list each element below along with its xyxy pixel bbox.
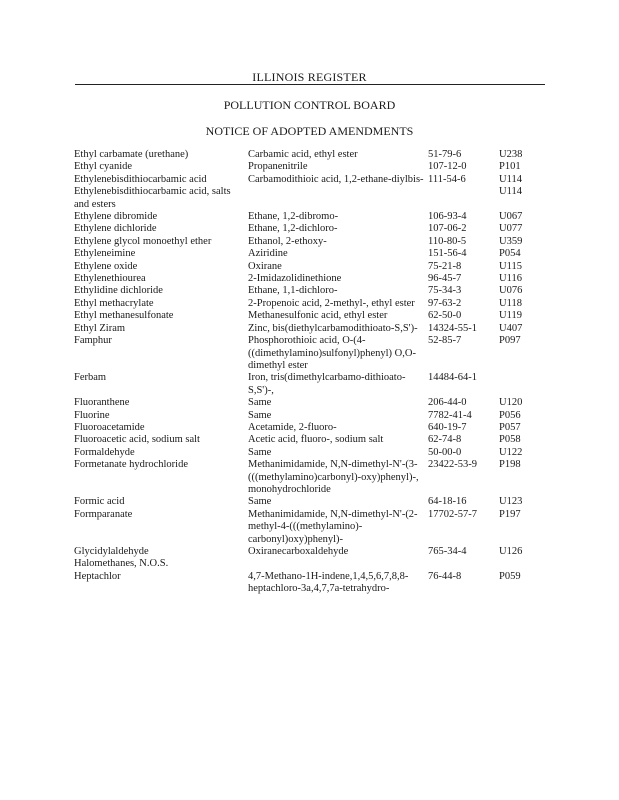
table-row xyxy=(74,174,550,186)
substance-name-cell: Iron, tris(dimethylcarbamo-dithioato-S,S')-, xyxy=(248,372,406,396)
waste-code-cell: P058 xyxy=(499,434,521,446)
waste-name-cell: Ferbam xyxy=(74,372,107,384)
waste-code-cell: P054 xyxy=(499,248,521,260)
table-row xyxy=(74,546,550,558)
cas-number-cell: 62-74-8 xyxy=(428,434,462,446)
waste-name-cell: Ethylenebisdithiocarbamic acid xyxy=(74,173,207,185)
waste-name-cell: Ethyl cyanide xyxy=(74,161,133,173)
table-row xyxy=(74,248,550,260)
waste-name-cell: Ethyleneimine xyxy=(74,248,136,260)
substance-name-cell xyxy=(248,186,428,211)
table-row xyxy=(74,310,550,322)
header-rule xyxy=(75,84,545,85)
substance-name-cell: Methanimidamide, N,N-dimethyl-N'-(2-methyl-4-(((methylamino)-carbonyl)oxy)phenyl)- xyxy=(248,508,418,545)
cas-number-cell: 23422-53-9 xyxy=(428,459,477,471)
waste-code-cell: P198 xyxy=(499,459,521,471)
waste-code-cell: U123 xyxy=(499,496,523,508)
table-row xyxy=(74,459,550,496)
substance-name-cell: Ethane, 1,1-dichloro- xyxy=(248,285,338,297)
substance-name-cell: Acetic acid, fluoro-, sodium salt xyxy=(248,434,384,446)
cas-number-cell: 765-34-4 xyxy=(428,546,467,557)
substance-name-cell: Same xyxy=(248,496,272,508)
cas-number-cell: 110-80-5 xyxy=(428,235,467,247)
cas-number-cell: 17702-57-7 xyxy=(428,508,477,520)
waste-name-cell: Ethyl methanesulfonate xyxy=(74,310,174,322)
substance-name-cell: Same xyxy=(248,397,272,409)
board-name: POLLUTION CONTROL BOARD xyxy=(223,98,396,112)
waste-code-cell: U115 xyxy=(499,260,522,272)
register-title: ILLINOIS REGISTER xyxy=(252,70,367,84)
waste-code-cell: U122 xyxy=(499,446,523,458)
substance-name-cell: Methanesulfonic acid, ethyl ester xyxy=(248,310,388,322)
substance-name-cell: Propanenitrile xyxy=(248,161,308,173)
waste-name-cell: Halomethanes, N.O.S. xyxy=(74,558,169,570)
table-body xyxy=(74,149,550,596)
substance-name-cell: Ethanol, 2-ethoxy- xyxy=(248,235,327,247)
cas-number-cell xyxy=(428,186,499,211)
cas-number-cell: 50-00-0 xyxy=(428,446,462,458)
waste-code-cell: U076 xyxy=(499,285,523,297)
waste-code-cell xyxy=(499,558,550,570)
substance-name-cell: 2-Propenoic acid, 2-methyl-, ethyl ester xyxy=(248,297,415,309)
hazardous-waste-table xyxy=(74,149,550,596)
table-row xyxy=(74,236,550,248)
waste-name-cell: Fluorine xyxy=(74,409,110,421)
cas-number-cell: 14484-64-1 xyxy=(428,372,477,384)
waste-name-cell: Ethylene glycol monoethyl ether xyxy=(74,235,212,247)
waste-name-cell: Glycidylaldehyde xyxy=(74,546,149,557)
table-row xyxy=(74,149,550,161)
notice-title: NOTICE OF ADOPTED AMENDMENTS xyxy=(205,124,414,138)
table-row xyxy=(74,285,550,297)
substance-name-cell: Same xyxy=(248,409,272,421)
waste-name-cell: Ethylene dichloride xyxy=(74,223,157,235)
table-row xyxy=(74,161,550,173)
cas-number-cell: 106-93-4 xyxy=(428,211,467,223)
cas-number-cell: 640-19-7 xyxy=(428,421,467,433)
waste-name-cell: Fluoroacetic acid, sodium salt xyxy=(74,434,200,446)
waste-name-cell: Ethyl Ziram xyxy=(74,322,126,334)
table-row xyxy=(74,434,550,446)
cas-number-cell: 52-85-7 xyxy=(428,335,462,347)
waste-code-cell: P056 xyxy=(499,409,521,421)
waste-code-cell: U407 xyxy=(499,322,523,334)
waste-name-cell: Famphur xyxy=(74,335,112,347)
cas-number-cell: 107-06-2 xyxy=(428,223,467,235)
cas-number-cell xyxy=(428,558,499,570)
waste-name-cell: Formic acid xyxy=(74,496,125,508)
substance-name-cell: Phosphorothioic acid, O-(4-((dimethylamino)sulfonyl)phenyl) O,O-dimethyl ester xyxy=(248,335,416,371)
table-row xyxy=(74,186,550,211)
cas-number-cell: 107-12-0 xyxy=(428,161,467,173)
substance-name-cell: Oxirane xyxy=(248,260,282,272)
cas-number-cell: 7782-41-4 xyxy=(428,409,472,421)
substance-name-cell xyxy=(248,558,428,570)
waste-name-cell: Heptachlor xyxy=(74,570,121,582)
substance-name-cell: Methanimidamide, N,N-dimethyl-N'-(3-(((methylamino)carbonyl)-oxy)phenyl)-, monohydrochloride xyxy=(248,459,419,495)
substance-name-cell: Acetamide, 2-fluoro- xyxy=(248,421,337,433)
cas-number-cell: 96-45-7 xyxy=(428,273,462,285)
cas-number-cell: 111-54-6 xyxy=(428,173,466,185)
substance-name-cell: Ethane, 1,2-dichloro- xyxy=(248,223,338,235)
table-row xyxy=(74,223,550,235)
substance-name-cell: Aziridine xyxy=(248,248,288,260)
waste-name-cell: Fluoranthene xyxy=(74,397,130,409)
table-row xyxy=(74,323,550,335)
waste-name-cell: Ethylene oxide xyxy=(74,260,138,272)
waste-name-cell: Formetanate hydrochloride xyxy=(74,459,189,471)
table-row xyxy=(74,261,550,273)
cas-number-cell: 97-63-2 xyxy=(428,297,462,309)
substance-name-cell: Carbamic acid, ethyl ester xyxy=(248,149,358,160)
table-row xyxy=(74,422,550,434)
waste-name-cell: Ethylene dibromide xyxy=(74,211,158,223)
table-row xyxy=(74,558,550,570)
table-row xyxy=(74,496,550,508)
waste-code-cell: U116 xyxy=(499,273,522,285)
waste-code-cell: P097 xyxy=(499,335,521,347)
cas-number-cell: 151-56-4 xyxy=(428,248,467,260)
table-row xyxy=(74,571,550,596)
cas-number-cell: 76-44-8 xyxy=(428,570,462,582)
waste-code-cell: P197 xyxy=(499,508,521,520)
waste-code-cell: U114 xyxy=(499,173,522,185)
substance-name-cell: Carbamodithioic acid, 1,2-ethane-diylbis- xyxy=(248,173,424,185)
table-row xyxy=(74,211,550,223)
waste-name-cell: Formparanate xyxy=(74,508,133,520)
cas-number-cell: 75-34-3 xyxy=(428,285,462,297)
substance-name-cell: Oxiranecarboxaldehyde xyxy=(248,546,349,557)
waste-code-cell: U077 xyxy=(499,223,523,235)
cas-number-cell: 75-21-8 xyxy=(428,260,462,272)
substance-name-cell: Ethane, 1,2-dibromo- xyxy=(248,211,339,223)
waste-code-cell: U119 xyxy=(499,310,522,322)
waste-code-cell: U114 xyxy=(499,186,522,198)
waste-code-cell xyxy=(499,372,550,397)
waste-code-cell: U120 xyxy=(499,397,523,409)
cas-number-cell: 206-44-0 xyxy=(428,397,467,409)
waste-code-cell: U359 xyxy=(499,235,523,247)
waste-name-cell: Ethyl methacrylate xyxy=(74,297,154,309)
table-row xyxy=(74,447,550,459)
cas-number-cell: 64-18-16 xyxy=(428,496,467,508)
substance-name-cell: 4,7-Methano-1H-indene,1,4,5,6,7,8,8-heptachloro-3a,4,7,7a-tetrahydro- xyxy=(248,570,409,595)
waste-name-cell: Ethylidine dichloride xyxy=(74,285,163,297)
table-row xyxy=(74,273,550,285)
waste-name-cell: Fluoroacetamide xyxy=(74,421,145,433)
table-row xyxy=(74,335,550,372)
waste-name-cell: Ethyl carbamate (urethane) xyxy=(74,149,189,160)
waste-code-cell: U126 xyxy=(499,546,523,557)
cas-number-cell: 62-50-0 xyxy=(428,310,462,322)
substance-name-cell: Zinc, bis(diethylcarbamodithioato-S,S')- xyxy=(248,322,418,334)
table-row xyxy=(74,298,550,310)
waste-name-cell: Ethylenethiourea xyxy=(74,273,146,285)
table-row xyxy=(74,410,550,422)
table-row xyxy=(74,372,550,397)
waste-code-cell: U067 xyxy=(499,211,523,223)
substance-name-cell: Same xyxy=(248,446,272,458)
waste-code-cell: U118 xyxy=(499,297,522,309)
cas-number-cell: 51-79-6 xyxy=(428,149,462,160)
waste-name-cell: Formaldehyde xyxy=(74,446,135,458)
waste-code-cell: P057 xyxy=(499,421,521,433)
substance-name-cell: 2-Imidazolidinethione xyxy=(248,273,342,285)
table-row xyxy=(74,509,550,546)
waste-code-cell: P101 xyxy=(499,161,521,173)
waste-name-cell: Ethylenebisdithiocarbamic acid, salts and esters xyxy=(74,186,231,210)
waste-code-cell: P059 xyxy=(499,570,521,582)
cas-number-cell: 14324-55-1 xyxy=(428,322,477,334)
waste-code-cell: U238 xyxy=(499,149,523,160)
table-row xyxy=(74,397,550,409)
